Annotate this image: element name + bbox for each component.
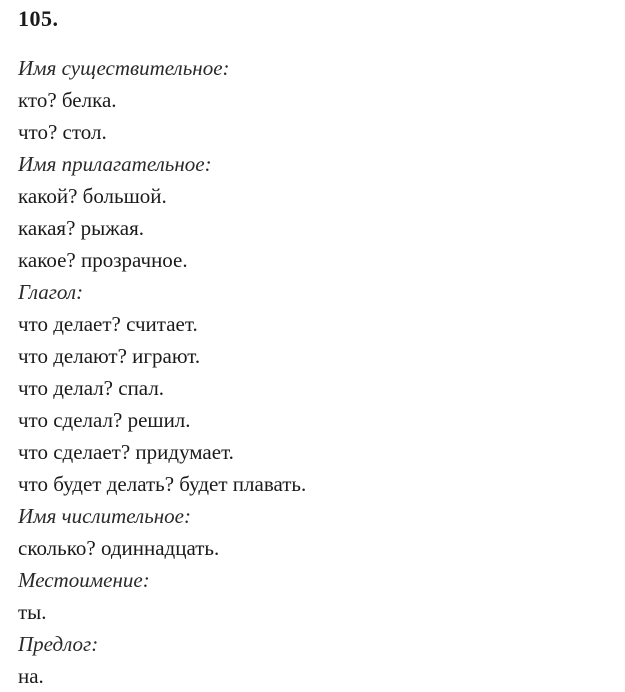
answer-line: кто? белка. [18,88,117,112]
answer-line: что делает? считает. [18,312,198,336]
answer-line: что сделает? придумает. [18,440,234,464]
answer-line: ты. [18,600,47,624]
section-heading-preposition: Предлог: [18,632,99,656]
section-heading-adjective: Имя прилагательное: [18,152,212,176]
answer-line: какая? рыжая. [18,216,144,240]
answer-line: на. [18,664,44,688]
section-heading-noun: Имя существительное: [18,56,230,80]
answer-line: что будет делать? будет плавать. [18,472,307,496]
answer-line: что делают? играют. [18,344,201,368]
answer-line: сколько? одиннадцать. [18,536,220,560]
answer-line: что сделал? решил. [18,408,191,432]
answer-line: что? стол. [18,120,107,144]
answer-sections [18,52,306,692]
answer-line: какое? прозрачное. [18,248,188,272]
answer-line: что делал? спал. [18,376,165,400]
section-heading-verb: Глагол: [18,280,84,304]
section-heading-pronoun: Местоимение: [18,568,150,592]
exercise-number: 105. [18,6,59,31]
answer-line: какой? большой. [18,184,167,208]
document-page [18,0,625,690]
section-heading-numeral: Имя числительное: [18,504,191,528]
